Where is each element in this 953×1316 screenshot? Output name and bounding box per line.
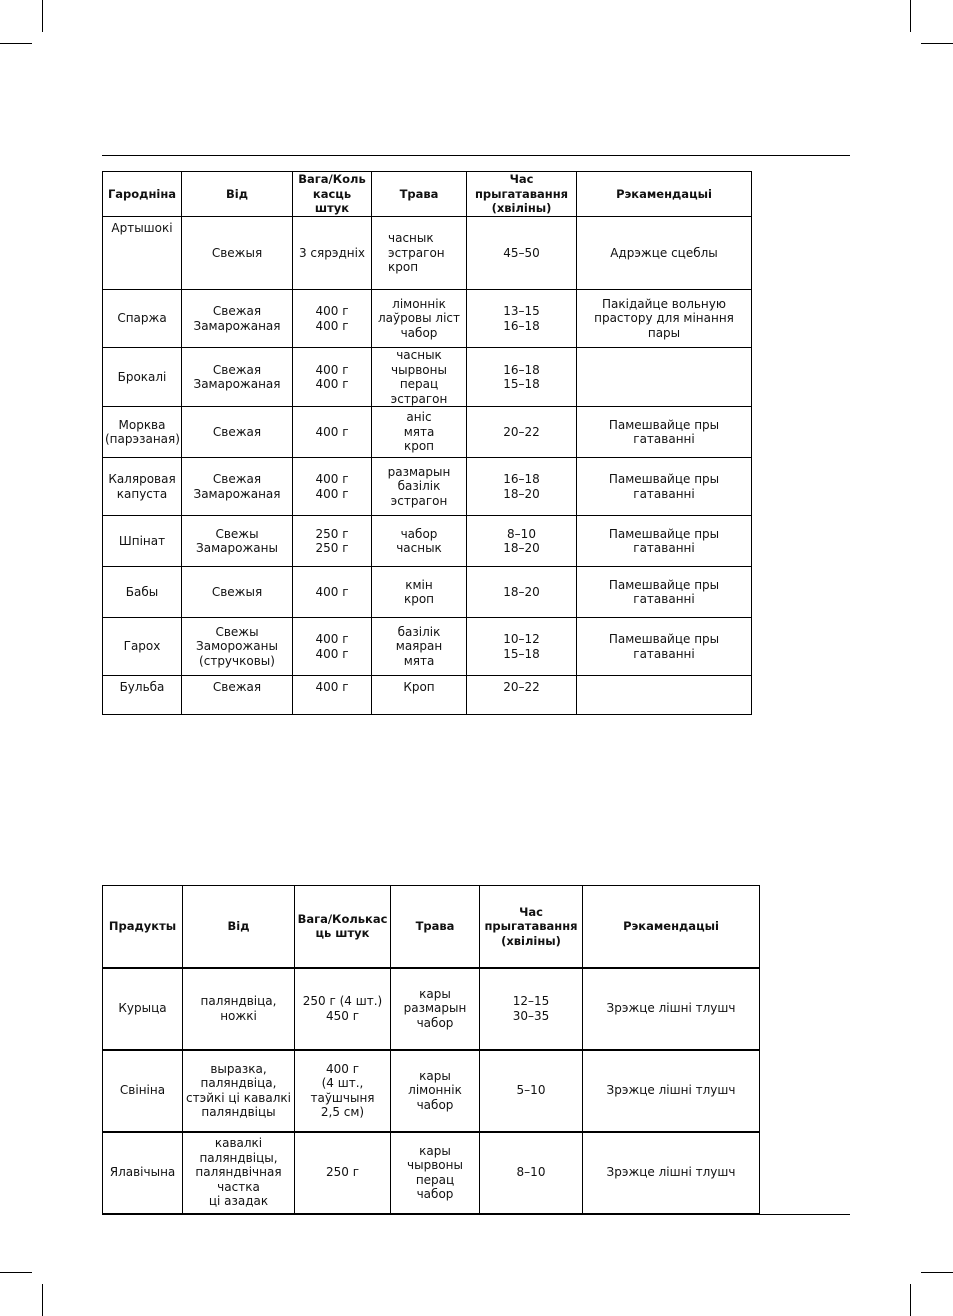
table-cell: Свежая Замарожаная bbox=[182, 290, 293, 348]
table-cell: часнык чырвоны перац эстрагон bbox=[372, 348, 467, 407]
crop-mark bbox=[910, 0, 911, 32]
table-cell: 8–10 18–20 bbox=[467, 516, 577, 567]
table-row bbox=[103, 458, 752, 516]
table-cell: 400 г 400 г bbox=[293, 458, 372, 516]
table-cell: Брокалi bbox=[103, 348, 182, 407]
table-cell: 400 г bbox=[293, 567, 372, 618]
table-header-row bbox=[103, 886, 760, 968]
crop-mark bbox=[921, 1272, 953, 1273]
table-cell: 12–15 30–35 bbox=[480, 968, 583, 1050]
table-cell: 20–22 bbox=[467, 676, 577, 715]
table-cell: Ялавiчына bbox=[103, 1132, 183, 1214]
table-cell: 400 г 400 г bbox=[293, 348, 372, 407]
table-cell: Курыца bbox=[103, 968, 183, 1050]
table-cell: Свежыя bbox=[182, 567, 293, 618]
table-cell: Свежая Замарожаная bbox=[182, 458, 293, 516]
table-row bbox=[103, 618, 752, 676]
table-cell: выразка, паляндвiца, стэйкi цi кавалкi паляндвiцы bbox=[183, 1050, 295, 1132]
table-cell: Свежы Замарожаны bbox=[182, 516, 293, 567]
column-header: Вага/Колькас ць штук bbox=[295, 886, 391, 968]
table-row bbox=[103, 516, 752, 567]
table-cell: 250 г bbox=[295, 1132, 391, 1214]
table-row bbox=[103, 968, 760, 1050]
table-cell: 400 г 400 г bbox=[293, 290, 372, 348]
table-cell: 18–20 bbox=[467, 567, 577, 618]
table-cell: лiмоннiк лаўровы лiст чабор bbox=[372, 290, 467, 348]
crop-mark bbox=[910, 1284, 911, 1316]
column-header: Час прыгатавання (хвiлiны) bbox=[467, 172, 577, 217]
table-cell: 10–12 15–18 bbox=[467, 618, 577, 676]
table-cell: паляндвiца, ножкi bbox=[183, 968, 295, 1050]
table-cell: Зрэжце лiшнi тлушч bbox=[583, 1050, 760, 1132]
meat-table bbox=[102, 885, 760, 1215]
table-row bbox=[103, 407, 752, 458]
table-header-row bbox=[103, 172, 752, 217]
table-cell: Свiнiна bbox=[103, 1050, 183, 1132]
table-cell: Зрэжце лiшнi тлушч bbox=[583, 968, 760, 1050]
table-cell: размарын базiлiк эстрагон bbox=[372, 458, 467, 516]
table-cell: 250 г 250 г bbox=[293, 516, 372, 567]
table-row bbox=[103, 217, 752, 290]
table-cell: часнык эстрагон кроп bbox=[372, 217, 467, 290]
table-cell: Бабы bbox=[103, 567, 182, 618]
table-cell: Памешвайце пры гатаваннi bbox=[577, 458, 752, 516]
crop-mark bbox=[0, 1272, 32, 1273]
table-cell: анiс мята кроп bbox=[372, 407, 467, 458]
column-header: Рэкамендацыi bbox=[577, 172, 752, 217]
table-cell: 400 г bbox=[293, 407, 372, 458]
column-header: Гароднiна bbox=[103, 172, 182, 217]
column-header: Вiд bbox=[182, 172, 293, 217]
column-header: Час прыгатавання (хвiлiны) bbox=[480, 886, 583, 968]
table-cell: кавалкi паляндвiцы, паляндвiчная частка цi азадак bbox=[183, 1132, 295, 1214]
table-row bbox=[103, 567, 752, 618]
column-header: Трава bbox=[391, 886, 480, 968]
table-cell: Адрэжце сцеблы bbox=[577, 217, 752, 290]
table-cell: 16–18 18–20 bbox=[467, 458, 577, 516]
table-cell: Свежыя bbox=[182, 217, 293, 290]
table-cell: кары чырвоны перац чабор bbox=[391, 1132, 480, 1214]
table-cell: 20–22 bbox=[467, 407, 577, 458]
table-cell: Гарох bbox=[103, 618, 182, 676]
table-cell: Свежая bbox=[182, 407, 293, 458]
crop-mark bbox=[42, 0, 43, 32]
column-header: Трава bbox=[372, 172, 467, 217]
table-cell: 400 г 400 г bbox=[293, 618, 372, 676]
crop-mark bbox=[42, 1284, 43, 1316]
table-cell: Свежая bbox=[182, 676, 293, 715]
table-row bbox=[103, 676, 752, 715]
table-cell: Морква (парэзаная) bbox=[103, 407, 182, 458]
table-cell: Кроп bbox=[372, 676, 467, 715]
column-header: Вага/Коль касць штук bbox=[293, 172, 372, 217]
table-cell: Памешвайце пры гатаваннi bbox=[577, 567, 752, 618]
table-cell: кары лiмоннiк чабор bbox=[391, 1050, 480, 1132]
table-cell bbox=[577, 676, 752, 715]
column-header: Прадукты bbox=[103, 886, 183, 968]
table-cell: Артышокi bbox=[103, 217, 182, 290]
table-row bbox=[103, 1050, 760, 1132]
table-cell: чабор часнык bbox=[372, 516, 467, 567]
table-cell: кмiн кроп bbox=[372, 567, 467, 618]
table-cell: 400 г (4 шт., таўшчыня 2,5 см) bbox=[295, 1050, 391, 1132]
table-cell: Пакiдайце вольную прастору для мiнання пары bbox=[577, 290, 752, 348]
column-header: Рэкамендацыi bbox=[583, 886, 760, 968]
table-cell: 8–10 bbox=[480, 1132, 583, 1214]
table-row bbox=[103, 348, 752, 407]
table-cell: 13–15 16–18 bbox=[467, 290, 577, 348]
table-cell: Бульба bbox=[103, 676, 182, 715]
crop-mark bbox=[0, 43, 32, 44]
table-cell: 45–50 bbox=[467, 217, 577, 290]
table-cell: Зрэжце лiшнi тлушч bbox=[583, 1132, 760, 1214]
table-cell bbox=[577, 348, 752, 407]
table-cell: 250 г (4 шт.) 450 г bbox=[295, 968, 391, 1050]
table-cell: 400 г bbox=[293, 676, 372, 715]
table-cell: 16–18 15–18 bbox=[467, 348, 577, 407]
table-cell: кары размарын чабор bbox=[391, 968, 480, 1050]
table-cell: Спаржа bbox=[103, 290, 182, 348]
table-cell: Памешвайце пры гатаваннi bbox=[577, 516, 752, 567]
header-rule bbox=[102, 155, 850, 156]
table-cell: Свежая Замарожаная bbox=[182, 348, 293, 407]
table-cell: 5–10 bbox=[480, 1050, 583, 1132]
table-cell: Свежы Заморожаны (стручковы) bbox=[182, 618, 293, 676]
table-cell: Памешвайце пры гатаваннi bbox=[577, 407, 752, 458]
table-row bbox=[103, 1132, 760, 1214]
crop-mark bbox=[921, 43, 953, 44]
table-cell: базiлiк маяран мята bbox=[372, 618, 467, 676]
table-row bbox=[103, 290, 752, 348]
vegetables-table bbox=[102, 171, 752, 715]
table-cell: Шпiнат bbox=[103, 516, 182, 567]
table-cell: 3 сярэднiх bbox=[293, 217, 372, 290]
table-cell: Каляровая капуста bbox=[103, 458, 182, 516]
table-cell: Памешвайце пры гатаваннi bbox=[577, 618, 752, 676]
column-header: Вiд bbox=[183, 886, 295, 968]
